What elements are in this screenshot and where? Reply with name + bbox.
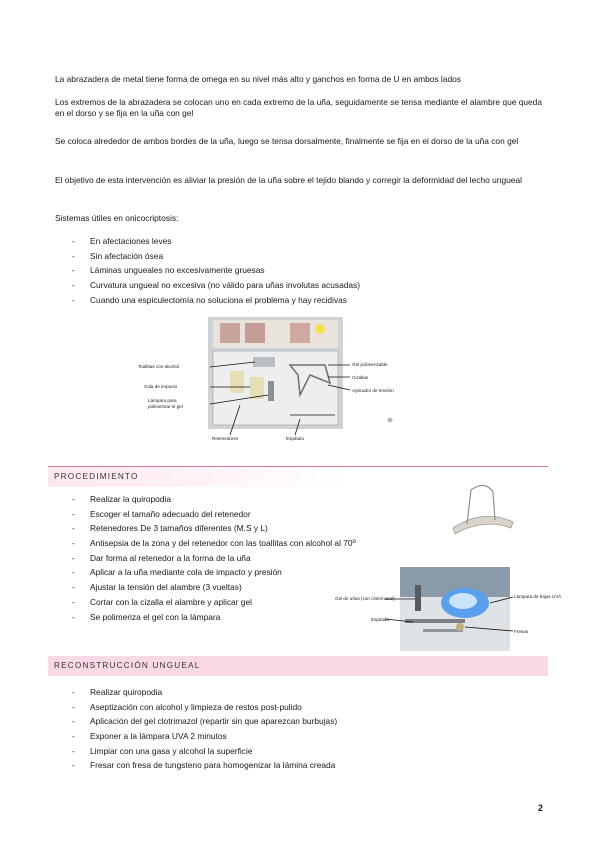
retainer-image xyxy=(445,478,520,538)
list-item xyxy=(72,280,360,295)
section-title: PROCEDIMIENTO xyxy=(54,472,139,481)
paragraph-placement: Los extremos de la abrazadera se colocan uno en cada extremo de la uña, seguidamente se tensa mediante el alambre que queda en el dorso y se fija en la uña con gel xyxy=(55,97,542,118)
burs xyxy=(456,623,464,631)
label-lamp: Lámpara para polimerizar el gel xyxy=(148,398,183,409)
page-number: 2 xyxy=(538,803,544,813)
reconstruccion-list xyxy=(72,687,337,775)
paragraph-objective: El objetivo de esta intervención es aliviar la presión de la uña sobre el tejido blando y corregir la deformidad del lecho ungueal xyxy=(55,175,522,185)
retainers-pack xyxy=(230,371,244,393)
list-item xyxy=(72,702,337,717)
section-title: RECONSTRUCCIÓN UNGUEAL xyxy=(54,661,201,670)
list-item-text: Dar forma al retenedor a la forma de la uña xyxy=(90,552,251,563)
bullet-dash: - xyxy=(72,760,75,771)
bullet-dash: - xyxy=(72,236,75,246)
bullet-dash: - xyxy=(72,582,75,593)
list-item xyxy=(72,494,356,509)
list-item xyxy=(72,538,356,553)
bullet-dash: - xyxy=(72,523,75,534)
list-item-text: Escoger el tamaño adecuado del retenedor xyxy=(90,508,251,519)
bullet-dash: - xyxy=(72,250,75,261)
kit-photo xyxy=(150,315,410,450)
list-item xyxy=(72,553,356,568)
systems-list xyxy=(72,236,360,309)
section-header-reconstruccion xyxy=(48,656,548,676)
label-burs: Fresas xyxy=(514,629,529,634)
bullet-dash: - xyxy=(72,280,75,291)
bullet-dash: - xyxy=(72,508,75,519)
bullet-dash: - xyxy=(72,701,75,712)
label-shears: Cizallas xyxy=(352,375,369,380)
bullet-dash: - xyxy=(72,745,75,756)
list-item xyxy=(72,612,356,627)
list-item xyxy=(72,687,337,702)
label-impact-glue: Cola de impacto xyxy=(144,384,178,389)
list-item-text: Realizar la quiropodia xyxy=(90,494,172,504)
list-item xyxy=(72,295,360,310)
bullet-dash: - xyxy=(72,538,75,549)
label-tension-applicator: Aplicador de tensión xyxy=(352,388,394,393)
list-item xyxy=(72,265,360,280)
list-item-text: Curvatura ungueal no excesiva (no válido para uñas involutas acusadas) xyxy=(90,280,361,291)
list-item xyxy=(72,731,337,746)
paragraph-omega-shape: La abrazadera de metal tiene forma de omega en su nivel más alto y ganchos en forma de U en ambos lados xyxy=(55,74,461,84)
gel-bottle xyxy=(415,585,421,611)
lamp-figure xyxy=(335,565,562,653)
list-item xyxy=(72,523,356,538)
lamp-tool xyxy=(268,381,274,401)
label-uva-lamp: Lámpara de bajas UVA xyxy=(514,594,562,599)
label-retainers: Retenedores xyxy=(212,436,239,441)
list-item-text: Limpiar con una gasa y alcohol la superficie xyxy=(90,745,253,756)
lamp-photo xyxy=(335,565,545,653)
list-item xyxy=(72,597,356,612)
list-item-text: Ajustar la tensión del alambre (3 vueltas) xyxy=(90,582,242,593)
list-item-text: Realizar quiropodia xyxy=(90,687,163,697)
list-item xyxy=(72,746,337,761)
list-item-text: Se polimeriza el gel con la lámpara xyxy=(90,611,221,622)
list-item xyxy=(72,251,360,266)
list-item xyxy=(72,567,356,582)
list-item xyxy=(72,760,337,775)
wipes xyxy=(253,357,275,367)
bullet-dash: - xyxy=(72,611,75,622)
list-item xyxy=(72,582,356,597)
bullet-dash: - xyxy=(72,294,75,305)
list-item-text: Aplicar a la uña mediante cola de impacto y presión xyxy=(90,567,282,578)
kit-figure xyxy=(138,315,410,450)
list-item xyxy=(72,509,356,524)
list-item-text: Aseptización con alcohol y limpieza de restos post-pulido xyxy=(90,701,302,712)
bullet-dash: - xyxy=(72,552,75,563)
label-gel: Gel polimerizable xyxy=(352,362,388,367)
list-item-text: Láminas ungueales no excesivamente gruesas xyxy=(90,265,265,276)
bullet-dash: - xyxy=(72,716,75,727)
list-item-text: Exponer a la lámpara UVA 2 minutos xyxy=(90,731,227,742)
list-item-text: Aplicación del gel clotrimazol (repartir sin que aparezcan burbujas) xyxy=(90,716,338,727)
procedimiento-list xyxy=(72,494,356,626)
label-nail-gel: Gel de uñas (con clotrimazol) xyxy=(335,596,395,601)
label-spatula-lamp: Espátula xyxy=(371,617,389,622)
bullet-dash: - xyxy=(72,687,75,697)
list-item-text: Fresar con fresa de tungsteno para homogenizar la lámina creada xyxy=(90,760,336,771)
paragraph-tension: Se coloca alrededor de ambos bordes de la uña, luego se tensa dorsalmente, finalmente se fija en el dorso de la uña con gel xyxy=(55,136,519,146)
bullet-dash: - xyxy=(72,731,75,742)
list-item-text: Sin afectación ósea xyxy=(90,250,164,261)
label-wipes: Toallitas con alcohol xyxy=(138,364,180,369)
paragraph-systems-heading: Sistemas útiles en onicocriptosis: xyxy=(55,213,179,223)
list-item xyxy=(72,236,360,251)
label-spatula: Espátula xyxy=(286,436,304,441)
list-item-text: Antisepsia de la zona y del retenedor con las toallitas con alcohol al 70º xyxy=(90,538,356,549)
list-item xyxy=(72,716,337,731)
bullet-dash: - xyxy=(72,596,75,607)
bullet-dash: - xyxy=(72,567,75,578)
list-item-text: Cuando una espiculectomía no soluciona el problema y hay recidivas xyxy=(90,294,347,305)
bullet-dash: - xyxy=(72,494,75,504)
list-item-text: En afectaciones leves xyxy=(90,236,172,246)
list-item-text: Cortar con la cizalla el alambre y aplicar gel xyxy=(90,596,252,607)
list-item-text: Retenedores De 3 tamaños diferentes (M,S y L) xyxy=(90,523,268,534)
retainer-figure xyxy=(445,478,520,538)
bullet-dash: - xyxy=(72,265,75,276)
